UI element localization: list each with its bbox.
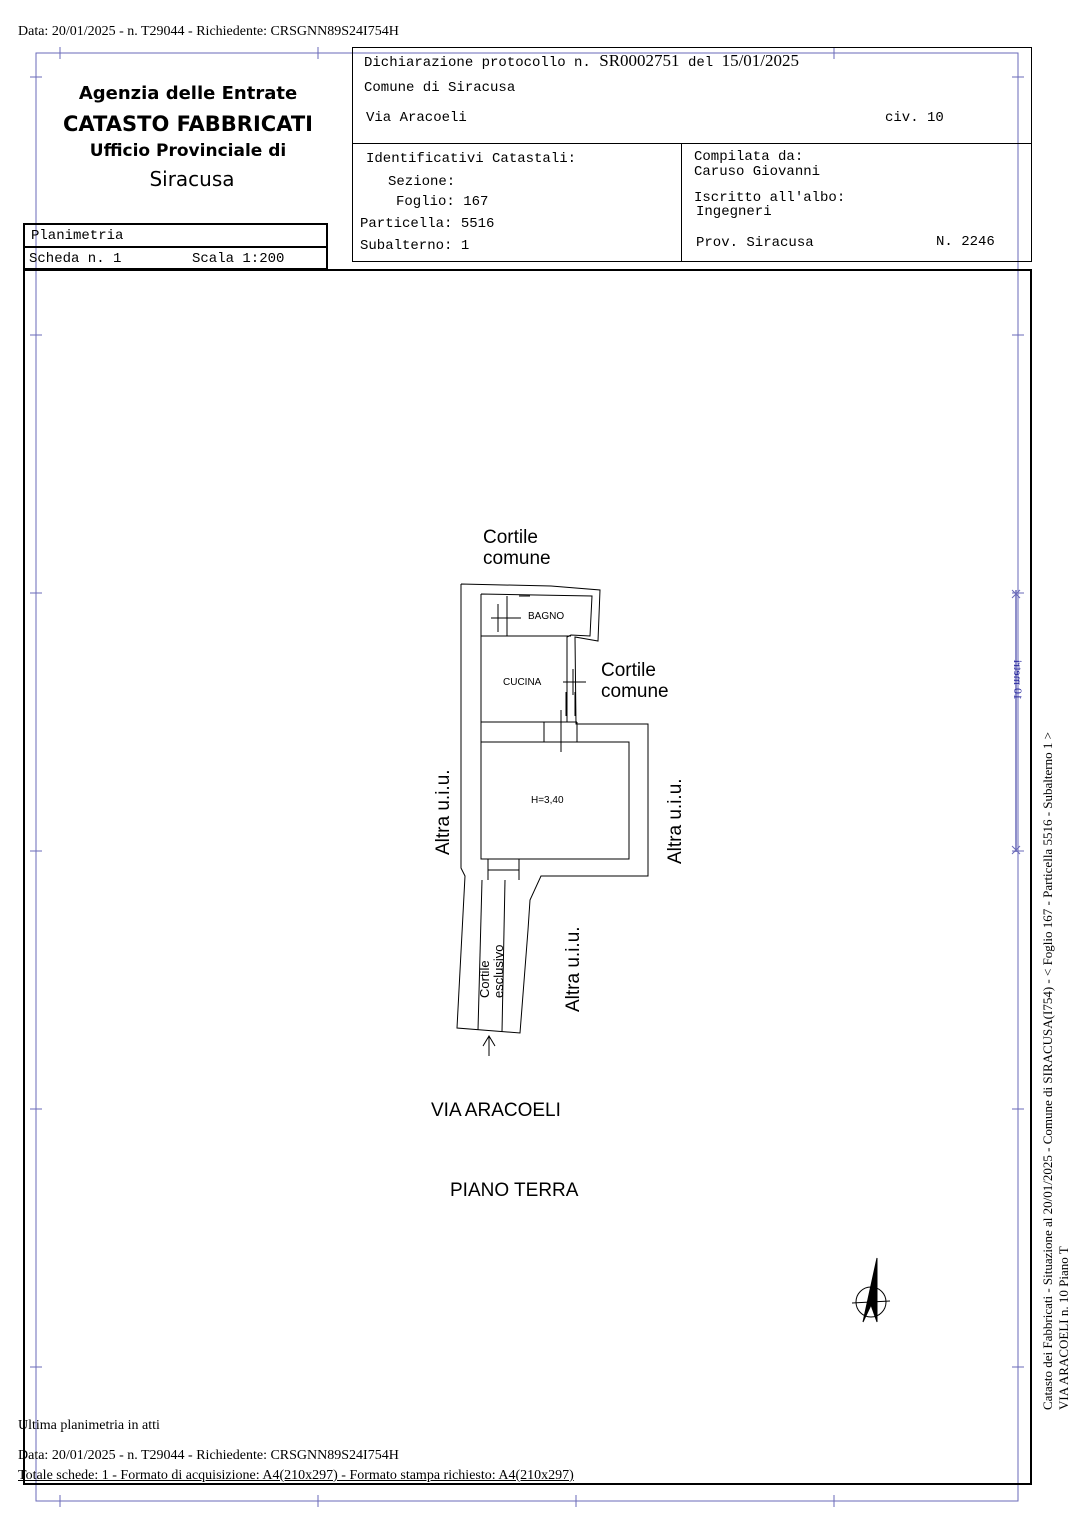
cortile-esclusivo: [478, 945, 506, 998]
cortile-comune-top: [483, 527, 551, 569]
cortile-comune-right: [601, 660, 669, 702]
province: Prov. Siracusa: [696, 235, 814, 251]
north-arrow-icon: [852, 1258, 890, 1322]
compiler-label: Compilata da:: [694, 149, 804, 165]
cortile-top-line1: Cortile: [483, 527, 538, 548]
room-bagno: BAGNO: [528, 611, 565, 622]
cortile-esclusivo-line1: Cortile: [477, 960, 492, 998]
room-height: H=3,40: [531, 795, 564, 806]
identifiers-title: Identificativi Catastali:: [366, 151, 577, 167]
declaration-label: Dichiarazione protocollo n.: [364, 55, 591, 71]
declaration-del-label: del: [687, 55, 714, 71]
civico: civ. 10: [885, 110, 944, 126]
street-name: VIA ARACOELI: [431, 1100, 561, 1121]
declaration-number: SR0002751: [599, 51, 680, 70]
albo-value: Ingegneri: [696, 204, 772, 220]
catasto-title: CATASTO FABBRICATI: [63, 112, 313, 136]
foglio: Foglio: 167: [396, 194, 489, 210]
albo-label: Iscritto all'albo:: [694, 190, 846, 206]
altra-uiu-bottom: Altra u.i.u.: [563, 926, 584, 1012]
side-address-text: VIA ARACOELI n. 10 Piano T: [1056, 1246, 1071, 1410]
room-cucina: CUCINA: [503, 677, 542, 688]
planimetria-label: Planimetria: [31, 228, 124, 244]
particella: Particella: 5516: [360, 216, 495, 232]
agency-name: Agenzia delle Entrate: [78, 83, 298, 104]
scheda-number: Scheda n. 1: [29, 251, 122, 267]
floor-label: PIANO TERRA: [450, 1180, 579, 1201]
scale-bar-label: 10 metri: [1011, 659, 1025, 700]
side-catasto-text: Catasto dei Fabbricati - Situazione al 20/01/2025 - Comune di SIRACUSA(I754) - < Foglio 167 - Particella 5516 - Subalterno 1 >: [1040, 732, 1055, 1410]
altra-uiu-left: Altra u.i.u.: [433, 769, 454, 855]
ufficio-city: Siracusa: [149, 167, 235, 191]
via: Via Aracoeli: [366, 110, 467, 126]
sezione: Sezione:: [388, 174, 456, 190]
scala: Scala 1:200: [192, 251, 285, 267]
header-request-line: Data: 20/01/2025 - n. T29044 - Richiedente: CRSGNN89S24I754H: [18, 24, 399, 39]
footer-request-line: Data: 20/01/2025 - n. T29044 - Richiedente: CRSGNN89S24I754H: [18, 1448, 399, 1463]
altra-uiu-right: Altra u.i.u.: [665, 778, 686, 864]
declaration-date: 15/01/2025: [721, 51, 800, 70]
cortile-right-line2: comune: [601, 681, 669, 702]
footer-totale: Totale schede: 1 - Formato di acquisizione: A4(210x297) - Formato stampa richiesto: A4(210x297): [18, 1468, 574, 1483]
cortile-top-line2: comune: [483, 548, 551, 569]
ufficio-label: Ufficio Provinciale di: [89, 141, 287, 161]
cortile-right-line1: Cortile: [601, 660, 656, 681]
compiler-name: Caruso Giovanni: [694, 164, 821, 180]
cortile-esclusivo-line2: esclusivo: [491, 944, 506, 998]
ultima-planimetria: Ultima planimetria in atti: [18, 1418, 160, 1433]
albo-number: N. 2246: [936, 234, 995, 250]
comune: Comune di Siracusa: [364, 80, 516, 96]
subalterno: Subalterno: 1: [360, 238, 470, 254]
